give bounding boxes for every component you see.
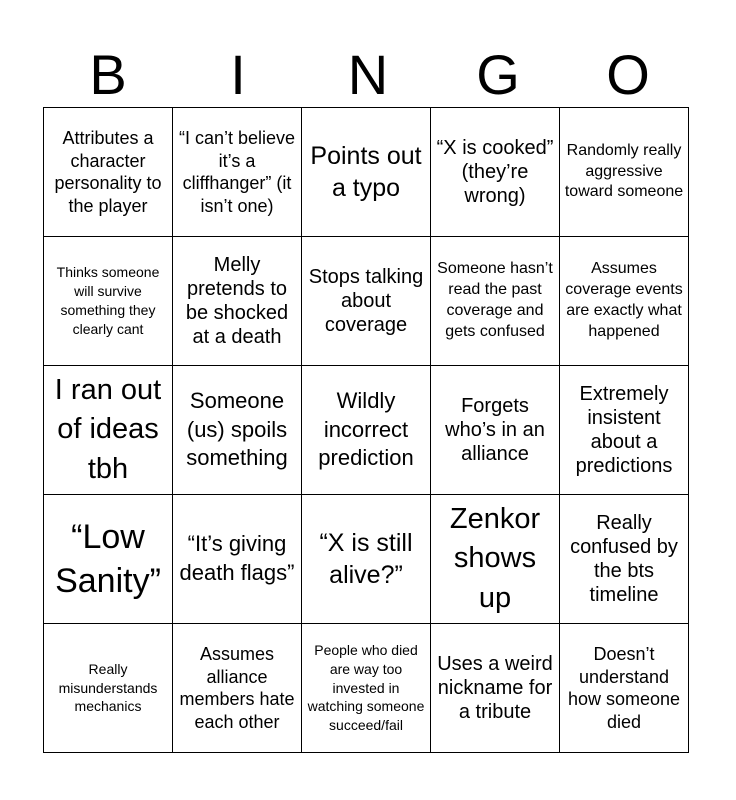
bingo-cell[interactable]: Doesn’t understand how someone died [560, 624, 689, 753]
bingo-cell[interactable]: “X is cooked” (they’re wrong) [431, 108, 560, 237]
bingo-cell[interactable]: Points out a typo [302, 108, 431, 237]
bingo-cell[interactable]: Forgets who’s in an alliance [431, 366, 560, 495]
bingo-cell[interactable]: “Low Sanity” [44, 495, 173, 624]
header-letter-n: N [347, 43, 389, 106]
bingo-cell[interactable]: Assumes coverage events are exactly what happened [560, 237, 689, 366]
bingo-header [43, 40, 693, 110]
bingo-cell[interactable]: Assumes alliance members hate each other [173, 624, 302, 753]
bingo-cell[interactable]: Someone (us) spoils something [173, 366, 302, 495]
header-letter-g: G [476, 43, 520, 106]
board-row [44, 366, 689, 495]
bingo-cell[interactable]: Uses a weird nickname for a tribute [431, 624, 560, 753]
bingo-cell[interactable]: I ran out of ideas tbh [44, 366, 173, 495]
bingo-cell[interactable]: Stops talking about coverage [302, 237, 431, 366]
header-letter-b: B [89, 43, 127, 106]
bingo-cell[interactable]: “X is still alive?” [302, 495, 431, 624]
bingo-cell[interactable]: “I can’t believe it’s a cliffhanger” (it isn’t one) [173, 108, 302, 237]
bingo-cell[interactable]: People who died are way too invested in watching someone succeed/fail [302, 624, 431, 753]
board-row [44, 495, 689, 624]
bingo-cell[interactable]: Zenkor shows up [431, 495, 560, 624]
header-letter-i: I [230, 43, 246, 106]
bingo-cell[interactable]: Randomly really aggressive toward someone [560, 108, 689, 237]
bingo-cell[interactable]: Someone hasn’t read the past coverage and gets confused [431, 237, 560, 366]
bingo-cell[interactable]: “It’s giving death flags” [173, 495, 302, 624]
board-row [44, 624, 689, 753]
bingo-cell[interactable]: Extremely insistent about a predictions [560, 366, 689, 495]
bingo-cell[interactable]: Thinks someone will survive something they clearly cant [44, 237, 173, 366]
bingo-board [43, 107, 689, 753]
bingo-cell[interactable]: Really misunderstands mechanics [44, 624, 173, 753]
bingo-cell[interactable]: Melly pretends to be shocked at a death [173, 237, 302, 366]
header-letter-o: O [606, 43, 650, 106]
bingo-cell[interactable]: Really confused by the bts timeline [560, 495, 689, 624]
board-row [44, 237, 689, 366]
board-row [44, 108, 689, 237]
bingo-cell[interactable]: Attributes a character personality to the player [44, 108, 173, 237]
bingo-cell[interactable]: Wildly incorrect prediction [302, 366, 431, 495]
